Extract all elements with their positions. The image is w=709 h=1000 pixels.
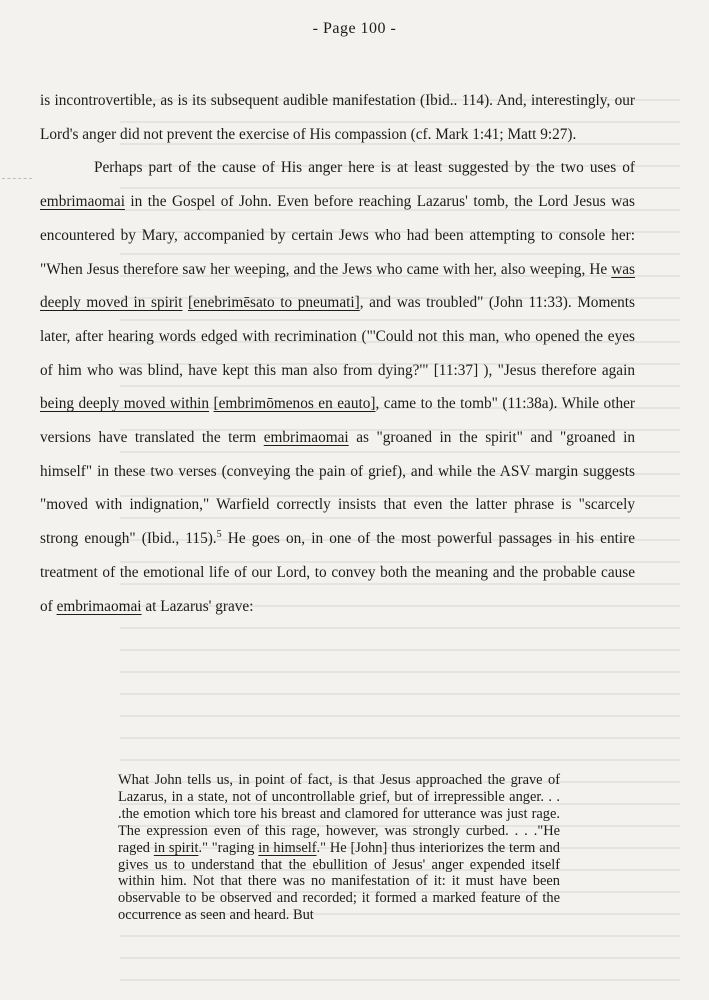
text-run: ." He [John] thus interiorizes the term and gives us to understand that the ebullition of Jesus' anger expended itself within him. Not that there was no manifestation of it: it must have been observable to be observed and recorded; it formed a marked feature of the occurrence as seen and heard. But [118, 839, 560, 924]
text-run: at Lazarus' grave: [141, 597, 254, 615]
main-body-text [40, 84, 635, 623]
text-run: as "groaned in the spirit" and "groaned in himself" in these two verses (conveying the pain of grief), and while the ASV margin suggests "moved with indignation," Warfield correctly insists that even the latter phrase is "scarcely strong enough" (Ibid., 115). [40, 429, 635, 548]
term-embrimaomai: embrimaomai [56, 597, 142, 615]
text-run: in the Gospel of John. Even before reaching Lazarus' tomb, the Lord Jesus was encountered by Mary, accompanied by certain Jews who had been attempting to console her: "When Jesus therefore saw her weeping, and the Jews who came with her, also weeping, He [40, 193, 635, 278]
text-run: , and was troubled" (John 11:33). Moments later, after hearing words edged with recrimination ("'Could not this man, who opened the eyes of him who was blind, have kept this man also from dying?'" [11:37] ), "Jesus therefore again [40, 294, 635, 379]
block-quote [118, 772, 560, 924]
term-embrimaomai: embrimaomai [40, 193, 125, 211]
text-run: ." "raging [198, 839, 259, 856]
paragraph-1: is incontrovertible, as is its subsequent audible manifestation (Ibid.. 114). And, interestingly, our Lord's anger did not prevent the exercise of His compassion (cf. Mark 1:41; Matt 9:27). [40, 92, 635, 143]
margin-pencil-mark [2, 168, 32, 179]
page-number-header: - Page 100 - [312, 20, 397, 37]
underlined-phrase: was deeply moved in spirit [40, 260, 635, 312]
underlined-phrase: in himself [258, 839, 317, 856]
text-run: , came to the tomb" (11:38a). While other versions have translated the term [40, 395, 635, 447]
footnote-marker: 5 [216, 529, 222, 541]
paragraph-2 [40, 151, 635, 623]
text-run: What John tells us, in point of fact, is that Jesus approached the grave of Lazarus, in a state, not of uncontrollable grief, but of irrepressible anger. . . .the emotion which tore his breast and clamored for utterance was just rage. The expression even of this rage, however, was strongly curbed. . . ."He raged [118, 772, 560, 856]
quote-paragraph [118, 772, 560, 924]
text-run: Perhaps part of the cause of His anger here is at least suggested by the two uses of [94, 159, 635, 177]
greek-transliteration: [enebrimēsato to pneumati] [188, 294, 360, 312]
term-embrimaomai: embrimaomai [263, 429, 349, 447]
underlined-phrase: being deeply moved within [40, 395, 210, 413]
greek-transliteration: [embrimōmenos en eauto] [213, 395, 376, 413]
text-run: He goes on, in one of the most powerful passages in his entire treatment of the emotional life of our Lord, to convey both the meaning and the probable cause of [40, 530, 635, 615]
underlined-phrase: in spirit [153, 839, 199, 856]
